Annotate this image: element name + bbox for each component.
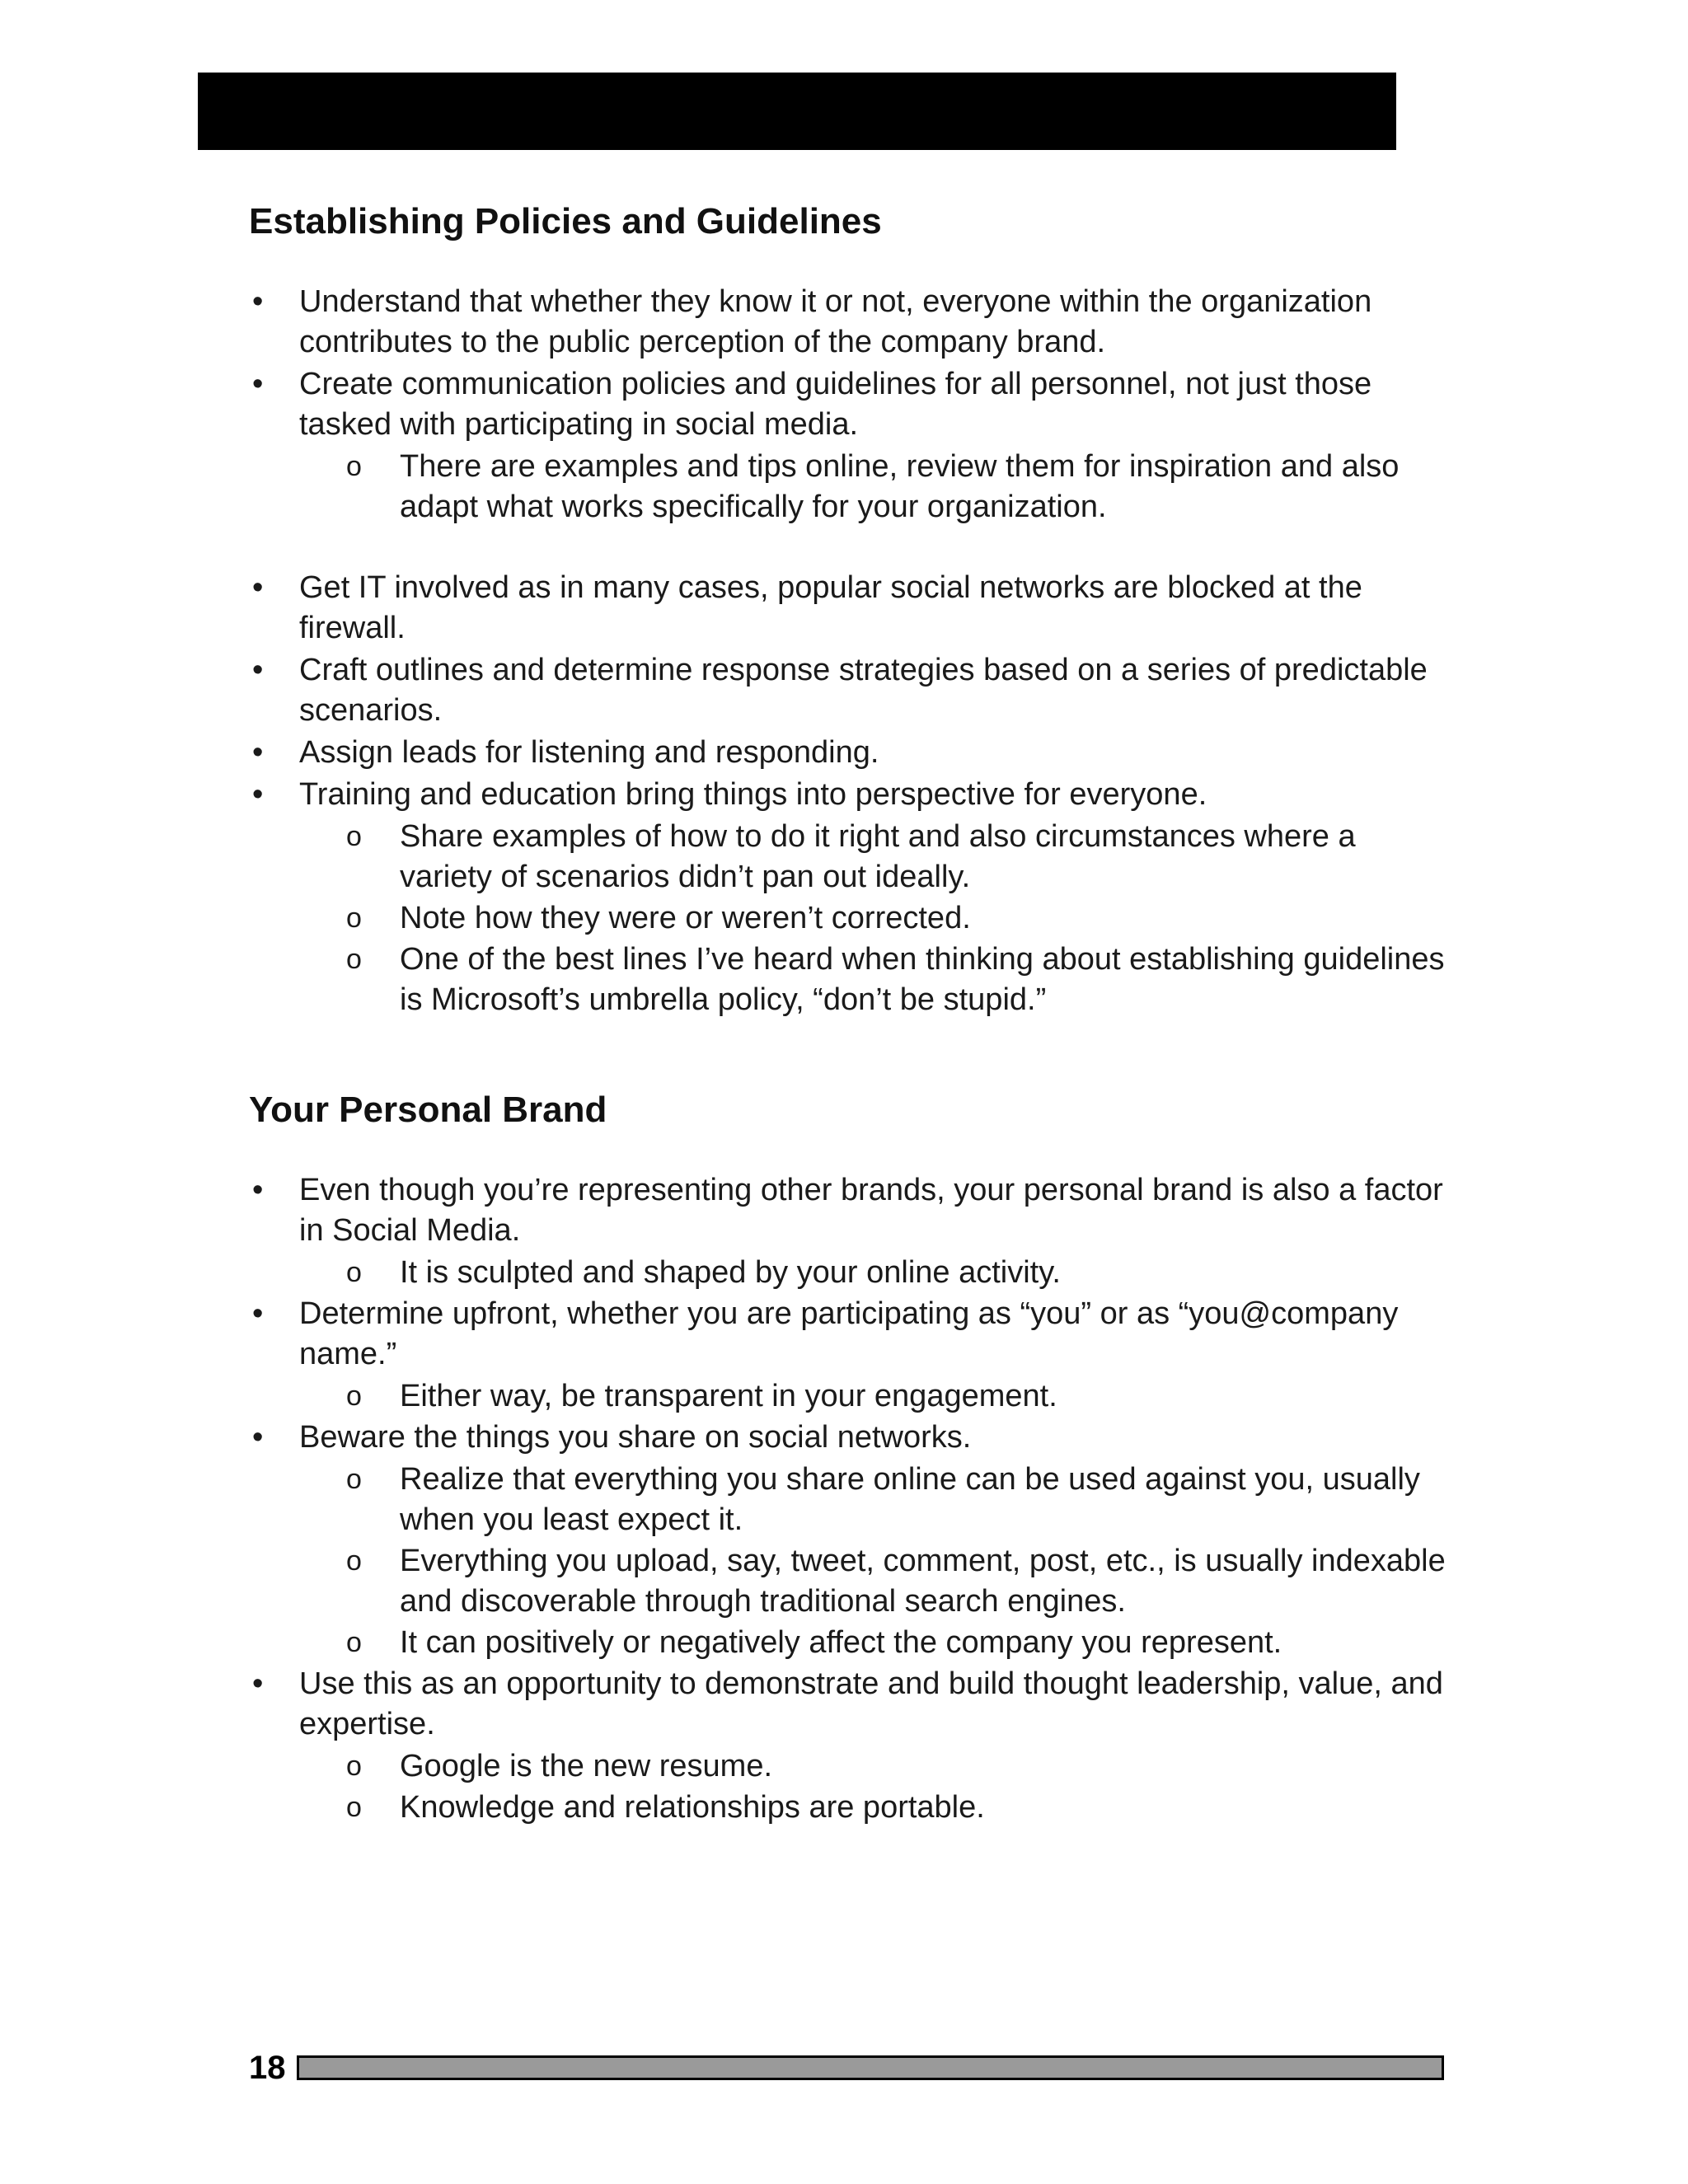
sub-list-item	[249, 447, 1452, 527]
sub-list-item-text: Everything you upload, say, tweet, comment, post, etc., is usually indexable and discoverable through traditional search engines.	[400, 1544, 1446, 1619]
sub-list-item-text: Realize that everything you share online can be used against you, usually when you least expect it.	[400, 1462, 1420, 1537]
sub-list-item	[249, 1460, 1452, 1540]
list-item	[249, 1294, 1452, 1375]
bullet-icon: •	[252, 570, 264, 605]
section-heading-policies: Establishing Policies and Guidelines	[249, 201, 882, 241]
list-item-text: Create communication policies and guidelines for all personnel, not just those tasked with participating in social media.	[299, 367, 1372, 442]
list-item	[249, 650, 1452, 731]
circle-bullet-icon: o	[346, 902, 362, 934]
circle-bullet-icon: o	[346, 1792, 362, 1823]
bullet-icon: •	[252, 367, 264, 401]
sub-list-item	[249, 940, 1452, 1020]
sub-list-item	[249, 1376, 1452, 1417]
list-item	[249, 1664, 1452, 1745]
list-item-text: Understand that whether they know it or not, everyone within the organization contributes to the public perception of the company brand.	[299, 284, 1372, 359]
list-item-text: Beware the things you share on social networks.	[299, 1420, 972, 1455]
sub-list-item-text: There are examples and tips online, review them for inspiration and also adapt what works specifically for your organization.	[400, 449, 1400, 524]
bullet-icon: •	[252, 735, 264, 770]
bullet-icon: •	[252, 284, 264, 319]
circle-bullet-icon: o	[346, 1750, 362, 1782]
list-item	[249, 568, 1452, 649]
circle-bullet-icon: o	[346, 1545, 362, 1577]
list-item-text: Even though you’re representing other brands, your personal brand is also a factor in Social Media.	[299, 1173, 1443, 1248]
circle-bullet-icon: o	[346, 1257, 362, 1288]
list-item-text: Determine upfront, whether you are participating as “you” or as “you@company name.”	[299, 1296, 1399, 1371]
circle-bullet-icon: o	[346, 1627, 362, 1658]
bullet-icon: •	[252, 1296, 264, 1331]
sub-list-item-text: Share examples of how to do it right and also circumstances where a variety of scenarios didn’t pan out ideally.	[400, 819, 1356, 894]
sub-list-item-text: Knowledge and relationships are portable.	[400, 1790, 985, 1825]
list-item-text: Training and education bring things into perspective for everyone.	[299, 777, 1207, 812]
sub-list-item-text: Note how they were or weren’t corrected.	[400, 901, 971, 935]
list-item-text: Assign leads for listening and responding.	[299, 735, 879, 770]
bullet-icon: •	[252, 1666, 264, 1701]
circle-bullet-icon: o	[346, 451, 362, 482]
header-bar	[198, 73, 1396, 150]
circle-bullet-icon: o	[346, 944, 362, 975]
sub-list-item	[249, 1623, 1452, 1663]
sub-list-item-text: Google is the new resume.	[400, 1749, 773, 1783]
sub-list-item-text: Either way, be transparent in your engagement.	[400, 1379, 1057, 1413]
sub-list-item	[249, 898, 1452, 939]
circle-bullet-icon: o	[346, 1380, 362, 1412]
list-item	[249, 1418, 1452, 1458]
bullet-icon: •	[252, 777, 264, 812]
circle-bullet-icon: o	[346, 821, 362, 852]
bullet-icon: •	[252, 653, 264, 687]
list-item	[249, 775, 1452, 815]
list-item	[249, 1170, 1452, 1251]
sub-list-item-text: It is sculpted and shaped by your online activity.	[400, 1255, 1061, 1290]
list-spacer	[249, 528, 1452, 568]
sub-list-item-text: One of the best lines I’ve heard when thinking about establishing guidelines is Microsoft’s umbrella policy, “don’t be stupid.”	[400, 942, 1445, 1017]
bullet-icon: •	[252, 1420, 264, 1455]
sub-list-item-text: It can positively or negatively affect the company you represent.	[400, 1625, 1282, 1660]
page-number: 18	[249, 2050, 286, 2086]
footer-bar	[297, 2055, 1444, 2080]
section-heading-personal-brand: Your Personal Brand	[249, 1090, 607, 1130]
list-item	[249, 282, 1452, 363]
list-item-text: Use this as an opportunity to demonstrate and build thought leadership, value, and expertise.	[299, 1666, 1443, 1741]
bullet-icon: •	[252, 1173, 264, 1207]
circle-bullet-icon: o	[346, 1464, 362, 1495]
policies-list	[249, 282, 1452, 1021]
sub-list-item	[249, 1253, 1452, 1293]
sub-list-item	[249, 1788, 1452, 1828]
sub-list-item	[249, 1746, 1452, 1787]
list-item	[249, 364, 1452, 445]
list-item-text: Craft outlines and determine response strategies based on a series of predictable scenarios.	[299, 653, 1428, 728]
list-item-text: Get IT involved as in many cases, popular social networks are blocked at the firewall.	[299, 570, 1362, 645]
sub-list-item	[249, 1541, 1452, 1622]
personal-brand-list	[249, 1170, 1452, 1829]
list-item	[249, 733, 1452, 773]
sub-list-item	[249, 817, 1452, 898]
